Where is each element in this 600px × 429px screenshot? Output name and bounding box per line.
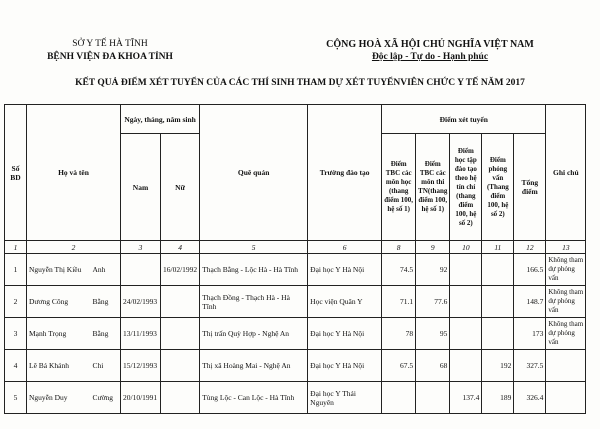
cell-total: 326.4 xyxy=(514,382,546,414)
index-cell: 13 xyxy=(546,241,586,254)
cell-hometown: Thạch Bằng - Lộc Hà - Hà Tĩnh xyxy=(200,254,308,286)
index-cell: 2 xyxy=(27,241,121,254)
cell-no: 1 xyxy=(5,254,27,286)
cell-note xyxy=(546,382,586,414)
col-stt: Số BD xyxy=(5,105,27,241)
cell-note: Không tham dự phỏng vấn xyxy=(546,286,586,318)
col-total: Tổng điểm xyxy=(514,134,546,241)
table-row xyxy=(5,318,586,350)
cell-school: Đại học Y Hà Nội xyxy=(308,254,382,286)
index-cell: 12 xyxy=(514,241,546,254)
col-tbc-exam: Điểm TBC các môn thi TN(thang điểm 100, hệ số 1) xyxy=(416,134,450,241)
cell-tbc-exam xyxy=(416,382,450,414)
cell-surname: Dương Công xyxy=(27,286,91,318)
cell-credit xyxy=(450,318,482,350)
cell-surname: Nguyễn Duy xyxy=(27,382,91,414)
col-male: Nam xyxy=(121,134,161,241)
cell-female xyxy=(161,382,200,414)
index-cell: 3 xyxy=(121,241,161,254)
motto: Độc lập - Tự do - Hạnh phúc xyxy=(371,52,489,62)
cell-tbc-exam: 95 xyxy=(416,318,450,350)
table-row xyxy=(5,350,586,382)
table-row xyxy=(5,382,586,414)
cell-school: Đại học Y Thái Nguyên xyxy=(308,382,382,414)
cell-male: 15/12/1993 xyxy=(121,350,161,382)
country-name: CỘNG HOÀ XÃ HỘI CHỦ NGHĨA VIỆT NAM xyxy=(326,39,534,50)
index-cell: 11 xyxy=(482,241,514,254)
cell-total: 327.5 xyxy=(514,350,546,382)
cell-tbc-course: 67.5 xyxy=(382,350,416,382)
col-scores: Điểm xét tuyển xyxy=(382,105,546,134)
cell-total: 173 xyxy=(514,318,546,350)
agency-name: BỆNH VIỆN ĐA KHOA TỈNH xyxy=(47,52,173,62)
cell-note: Không tham dự phỏng vấn xyxy=(546,318,586,350)
col-school: Trường đào tạo xyxy=(308,105,382,241)
table-row xyxy=(5,254,586,286)
cell-tbc-exam: 77.6 xyxy=(416,286,450,318)
cell-given: Cường xyxy=(91,382,121,414)
cell-hometown: Thị xã Hoàng Mai - Nghệ An xyxy=(200,350,308,382)
cell-no: 2 xyxy=(5,286,27,318)
cell-interview xyxy=(482,286,514,318)
cell-surname: Mạnh Trọng xyxy=(27,318,91,350)
index-cell: 1 xyxy=(5,241,27,254)
cell-given: Chi xyxy=(91,350,121,382)
agency-parent: SỞ Y TẾ HÀ TĨNH xyxy=(72,39,148,49)
col-name: Họ và tên xyxy=(27,105,121,241)
document-title: KẾT QUẢ ĐIỂM XÉT TUYỂN CỦA CÁC THÍ SINH THAM DỰ XÉT TUYỂNVIÊN CHỨC Y TẾ NĂM 2017 xyxy=(75,78,525,88)
col-interview: Điểm phỏng vấn (Thang điểm 100, hệ số 2) xyxy=(482,134,514,241)
cell-tbc-course: 71.1 xyxy=(382,286,416,318)
agency-header xyxy=(10,38,210,64)
cell-interview: 192 xyxy=(482,350,514,382)
cell-hometown: Tùng Lộc - Can Lộc - Hà Tĩnh xyxy=(200,382,308,414)
cell-tbc-course: 74.5 xyxy=(382,254,416,286)
cell-tbc-course: 78 xyxy=(382,318,416,350)
cell-male: 13/11/1993 xyxy=(121,318,161,350)
cell-given: Anh xyxy=(91,254,121,286)
cell-school: Học viện Quân Y xyxy=(308,286,382,318)
cell-given: Bằng xyxy=(91,318,121,350)
cell-school: Đại học Y Hà Nội xyxy=(308,318,382,350)
index-cell: 4 xyxy=(161,241,200,254)
results-table xyxy=(4,104,586,414)
cell-male: 24/02/1993 xyxy=(121,286,161,318)
cell-tbc-exam: 68 xyxy=(416,350,450,382)
index-cell: 9 xyxy=(416,241,450,254)
cell-interview xyxy=(482,318,514,350)
cell-school: Đại học Y Hà Nội xyxy=(308,350,382,382)
col-note: Ghi chú xyxy=(546,105,586,241)
cell-female xyxy=(161,318,200,350)
index-cell: 6 xyxy=(308,241,382,254)
table-row xyxy=(5,286,586,318)
cell-surname: Lê Bá Khánh xyxy=(27,350,91,382)
cell-given: Bằng xyxy=(91,286,121,318)
cell-tbc-course xyxy=(382,382,416,414)
col-hometown: Quê quán xyxy=(200,105,308,241)
col-tbc-course: Điểm TBC các môn học (thang điểm 100, hệ số 1) xyxy=(382,134,416,241)
cell-surname: Nguyễn Thị Kiều xyxy=(27,254,91,286)
cell-no: 4 xyxy=(5,350,27,382)
cell-no: 5 xyxy=(5,382,27,414)
col-female: Nữ xyxy=(161,134,200,241)
cell-credit xyxy=(450,254,482,286)
cell-male: 20/10/1991 xyxy=(121,382,161,414)
cell-total: 166.5 xyxy=(514,254,546,286)
index-cell: 10 xyxy=(450,241,482,254)
cell-female xyxy=(161,350,200,382)
col-dob: Ngày, tháng, năm sinh xyxy=(121,105,200,134)
national-motto xyxy=(285,38,575,64)
cell-credit: 137.4 xyxy=(450,382,482,414)
cell-note xyxy=(546,350,586,382)
cell-total: 148.7 xyxy=(514,286,546,318)
index-cell: 5 xyxy=(200,241,308,254)
cell-credit xyxy=(450,286,482,318)
cell-tbc-exam: 92 xyxy=(416,254,450,286)
cell-male xyxy=(121,254,161,286)
cell-interview: 189 xyxy=(482,382,514,414)
cell-interview xyxy=(482,254,514,286)
cell-female: 16/02/1992 xyxy=(161,254,200,286)
index-cell: 8 xyxy=(382,241,416,254)
cell-no: 3 xyxy=(5,318,27,350)
cell-note: Không tham dự phỏng vấn xyxy=(546,254,586,286)
cell-hometown: Thạch Đồng - Thạch Hà - Hà Tĩnh xyxy=(200,286,308,318)
cell-hometown: Thị trấn Quỳ Hợp - Nghệ An xyxy=(200,318,308,350)
cell-female xyxy=(161,286,200,318)
cell-credit xyxy=(450,350,482,382)
column-index-row xyxy=(5,241,586,254)
col-credit: Điểm học tập đào tạo theo hệ tín chỉ (thang điểm 100, hệ số 2) xyxy=(450,134,482,241)
